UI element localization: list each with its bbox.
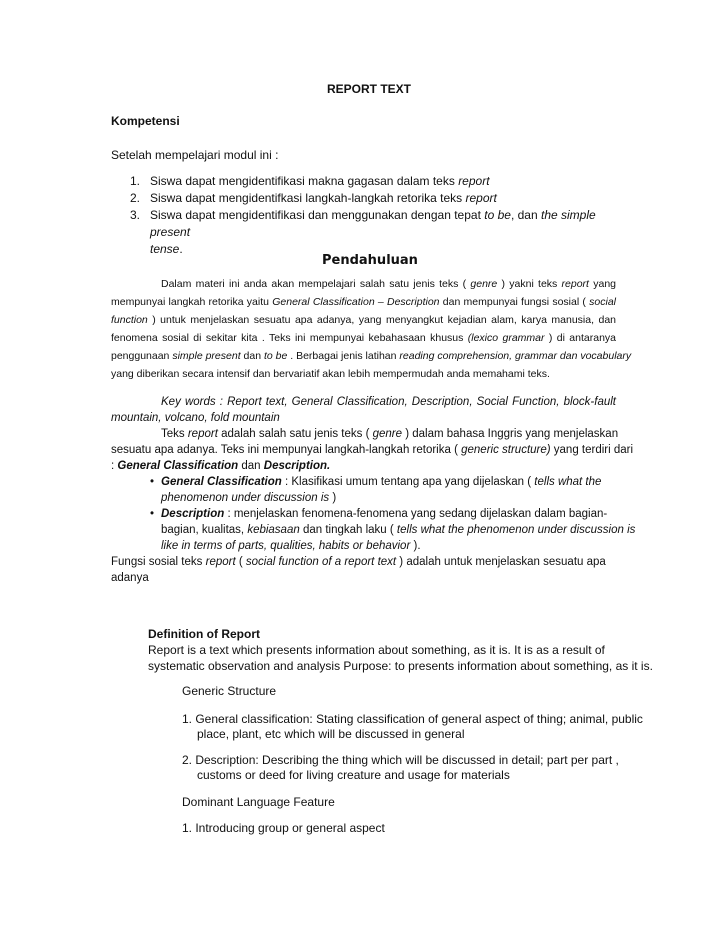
generic-item-1-line-2: place, plant, etc which will be discussed in general bbox=[197, 727, 465, 741]
pendahuluan-line-4: fenomena sosial di sekitar kita . Teks ini mempunyai kebahasaan khusus (lexico grammar ) di antaranya bbox=[111, 332, 617, 344]
pendahuluan-line-3: function ) untuk menjelaskan sesuatu apa adanya, yang menyangkut kejadian alam, karya manusia, dan bbox=[111, 314, 616, 326]
pendahuluan-line-2: mempunyai langkah retorika yaitu General Classification – Description dan mempunyai fungsi sosial ( social bbox=[111, 296, 617, 308]
competency-list bbox=[112, 173, 622, 258]
fungsi-line-2: adanya bbox=[111, 572, 149, 584]
generic-item-2-line-1: 2. Description: Describing the thing which will be discussed in detail; part per part , bbox=[182, 753, 619, 767]
definition-heading: Definition of Report bbox=[148, 627, 260, 641]
definition-line-2: systematic observation and analysis Purpose: to presents information about something, as it is. bbox=[148, 659, 653, 673]
bullet-description-line-3: like in terms of parts, qualities, habits or behavior ). bbox=[161, 540, 421, 552]
bullet-general-line-1: General Classification : Klasifikasi umum tentang apa yang dijelaskan ( tells what the bbox=[161, 476, 602, 488]
pendahuluan-line-5: penggunaan simple present dan to be . Berbagai jenis latihan reading comprehension, grammar dan vocabulary bbox=[111, 350, 632, 362]
definition-line-1: Report is a text which presents information about something, as it is. It is as a result of bbox=[148, 643, 605, 657]
teks-line-3: : General Classification dan Description. bbox=[111, 460, 331, 472]
bullet-general-line-2: phenomenon under discussion is ) bbox=[161, 492, 337, 504]
intro-text: Setelah mempelajari modul ini : bbox=[111, 148, 279, 162]
bullet-icon: • bbox=[150, 508, 155, 520]
pendahuluan-line-1: Dalam materi ini anda akan mempelajari salah satu jenis teks ( genre ) yakni teks report yang bbox=[161, 278, 617, 290]
dominant-item-1: 1. Introducing group or general aspect bbox=[182, 821, 385, 835]
keywords-line-1: Key words : Report text, General Classification, Description, Social Function, block-fault bbox=[161, 396, 616, 408]
list-item: 3. Siswa dapat mengidentifikasi dan menggunakan dengan tepat to be, dan the simple present tense. bbox=[130, 208, 596, 256]
generic-structure-heading: Generic Structure bbox=[182, 684, 277, 698]
generic-item-1-line-1: 1. General classification: Stating classification of general aspect of thing; animal, public bbox=[182, 712, 643, 726]
bullet-icon: • bbox=[150, 476, 155, 488]
list-item: 1. Siswa dapat mengidentifikasi makna gagasan dalam teks report bbox=[130, 174, 490, 188]
pendahuluan-heading: Pendahuluan bbox=[322, 253, 418, 268]
fungsi-line-1: Fungsi sosial teks report ( social function of a report text ) adalah untuk menjelaskan sesuatu apa bbox=[111, 556, 606, 568]
teks-line-2: sesuatu apa adanya. Teks ini mempunyai langkah-langkah retorika ( generic structure) yang terdiri dari bbox=[111, 444, 634, 456]
generic-item-2-line-2: customs or deed for living creature and usage for materials bbox=[197, 768, 510, 782]
dominant-heading: Dominant Language Feature bbox=[182, 795, 335, 809]
pendahuluan-line-6: yang diberikan secara intensif dan bervariatif akan lebih mempermudah anda memahami teks. bbox=[111, 368, 550, 380]
bullet-description-line-1: Description : menjelaskan fenomena-fenomena yang sedang dijelaskan dalam bagian- bbox=[161, 508, 608, 520]
kompetensi-heading: Kompetensi bbox=[111, 114, 180, 128]
keywords-line-2: mountain, volcano, fold mountain bbox=[111, 412, 280, 424]
list-item: 2. Siswa dapat mengidentifkasi langkah-langkah retorika teks report bbox=[130, 191, 497, 205]
teks-line-1: Teks report adalah salah satu jenis teks ( genre ) dalam bahasa Inggris yang menjelaskan bbox=[161, 428, 619, 440]
page-title: REPORT TEXT bbox=[327, 82, 412, 96]
bullet-description-line-2: bagian, kualitas, kebiasaan dan tingkah laku ( tells what the phenomenon under discussion is bbox=[161, 524, 636, 536]
